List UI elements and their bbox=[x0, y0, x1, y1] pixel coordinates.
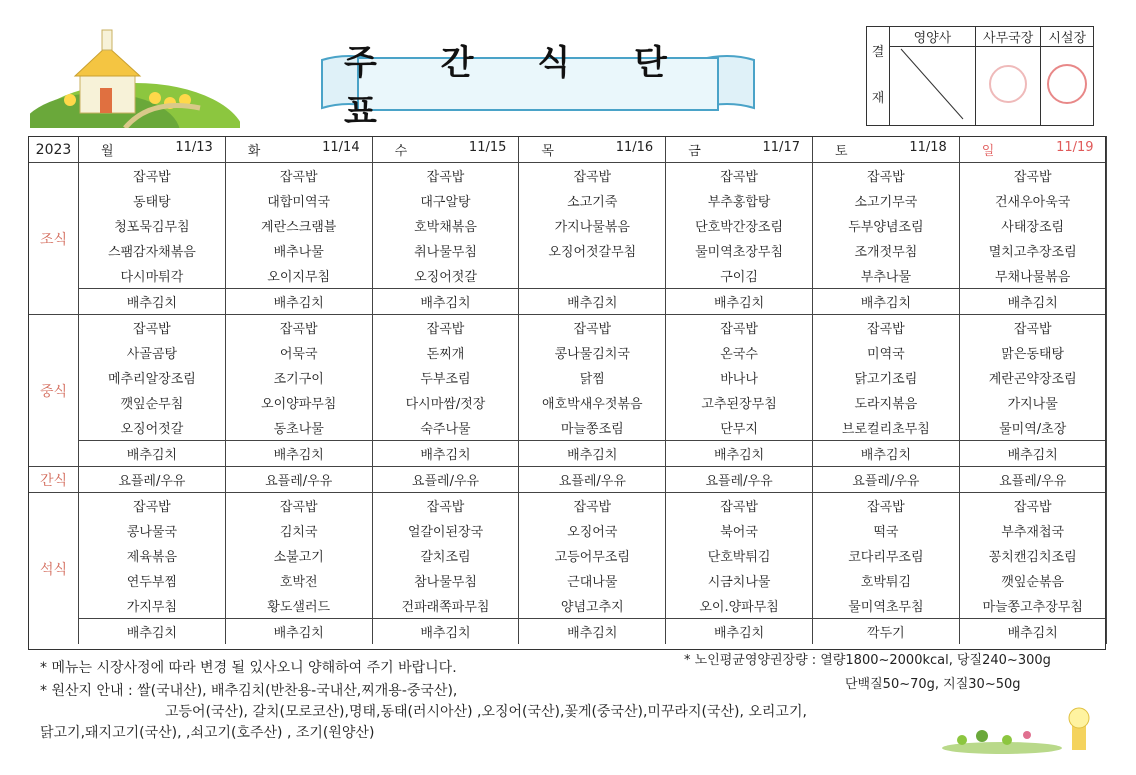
menu-item: 참나물무침 bbox=[372, 568, 519, 593]
menu-item: 잡곡밥 bbox=[372, 163, 519, 189]
day-name: 월 bbox=[101, 144, 114, 159]
menu-item: 단호박간장조림 bbox=[666, 213, 813, 238]
menu-item: 잡곡밥 bbox=[666, 163, 813, 189]
menu-item: 동초나물 bbox=[225, 415, 372, 441]
menu-item: 고추된장무침 bbox=[666, 390, 813, 415]
menu-item: 배추김치 bbox=[812, 289, 959, 315]
menu-item: 배추나물 bbox=[225, 238, 372, 263]
menu-item: 두부양념조림 bbox=[812, 213, 959, 238]
year-cell: 2023 bbox=[29, 137, 79, 163]
menu-item: 연두부찜 bbox=[79, 568, 226, 593]
menu-item: 배추김치 bbox=[666, 289, 813, 315]
menu-item: 요플레/우유 bbox=[79, 467, 226, 493]
menu-item: 배추김치 bbox=[225, 619, 372, 645]
menu-item: 사태장조림 bbox=[959, 213, 1106, 238]
day-header-content bbox=[79, 140, 225, 159]
menu-item: 물미역/초장 bbox=[959, 415, 1106, 441]
menu-item: 바나나 bbox=[666, 365, 813, 390]
menu-item: 시금치나물 bbox=[666, 568, 813, 593]
menu-item: 청포묵김무침 bbox=[79, 213, 226, 238]
day-date: 11/15 bbox=[468, 140, 507, 155]
menu-row bbox=[29, 518, 1107, 543]
menu-item: 배추김치 bbox=[519, 289, 666, 315]
menu-item: 오이지무침 bbox=[225, 263, 372, 289]
menu-item: 오이.양파무침 bbox=[666, 593, 813, 619]
menu-row bbox=[29, 415, 1107, 441]
menu-item: 계란곤약장조림 bbox=[959, 365, 1106, 390]
menu-item: 오이양파무침 bbox=[225, 390, 372, 415]
menu-item: 스팸감자채볶음 bbox=[79, 238, 226, 263]
menu-item: 잡곡밥 bbox=[225, 493, 372, 519]
menu-item: 브로컬리초무침 bbox=[812, 415, 959, 441]
menu-row bbox=[29, 188, 1107, 213]
menu-row bbox=[29, 340, 1107, 365]
day-header-content bbox=[813, 140, 959, 159]
menu-item: 동태탕 bbox=[79, 188, 226, 213]
seal-stamp-icon bbox=[1047, 64, 1087, 104]
day-header bbox=[79, 137, 226, 163]
menu-item: 배추김치 bbox=[79, 441, 226, 467]
day-header-content bbox=[666, 140, 812, 159]
menu-item: 콩나물김치국 bbox=[519, 340, 666, 365]
menu-item: 도라지볶음 bbox=[812, 390, 959, 415]
menu-item: 무채나물볶음 bbox=[959, 263, 1106, 289]
menu-item: 배추김치 bbox=[79, 289, 226, 315]
menu-row bbox=[29, 568, 1107, 593]
menu-item: 부추홍합탕 bbox=[666, 188, 813, 213]
menu-item: 두부조림 bbox=[372, 365, 519, 390]
day-name: 목 bbox=[541, 144, 554, 159]
menu-item: 가지나물볶음 bbox=[519, 213, 666, 238]
page-title: 주 간 식 단 표 bbox=[344, 43, 693, 132]
menu-row bbox=[29, 593, 1107, 619]
note-menu-change: * 메뉴는 시장사정에 따라 변경 될 있사오니 양해하여 주기 바랍니다. bbox=[40, 660, 457, 676]
menu-row bbox=[29, 238, 1107, 263]
menu-item: 건파래쪽파무침 bbox=[372, 593, 519, 619]
menu-item: 부추재첩국 bbox=[959, 518, 1106, 543]
menu-item: 다시마쌈/젓장 bbox=[372, 390, 519, 415]
menu-item: 닭찜 bbox=[519, 365, 666, 390]
menu-row bbox=[29, 263, 1107, 289]
menu-item: 단무지 bbox=[666, 415, 813, 441]
menu-item: 부추나물 bbox=[812, 263, 959, 289]
menu-row bbox=[29, 163, 1107, 189]
day-name: 화 bbox=[247, 144, 261, 159]
day-header-content bbox=[226, 140, 372, 159]
menu-item: 멸치고추장조림 bbox=[959, 238, 1106, 263]
menu-item: 호박튀김 bbox=[812, 568, 959, 593]
menu-item: 요플레/우유 bbox=[666, 467, 813, 493]
menu-item: 어묵국 bbox=[225, 340, 372, 365]
day-header bbox=[519, 137, 666, 163]
menu-row bbox=[29, 619, 1107, 645]
meal-label: 석식 bbox=[29, 493, 79, 645]
menu-item: 제육볶음 bbox=[79, 543, 226, 568]
menu-item: 배추김치 bbox=[372, 441, 519, 467]
menu-item: 잡곡밥 bbox=[812, 315, 959, 341]
menu-item: 미역국 bbox=[812, 340, 959, 365]
menu-item: 배추김치 bbox=[666, 619, 813, 645]
menu-item: 잡곡밥 bbox=[79, 493, 226, 519]
menu-item: 배추김치 bbox=[225, 289, 372, 315]
menu-item: 양념고추지 bbox=[519, 593, 666, 619]
menu-item: 배추김치 bbox=[959, 441, 1106, 467]
approval-side-label: 결 재 bbox=[867, 27, 890, 126]
menu-item: 오징어국 bbox=[519, 518, 666, 543]
menu-item: 오징어젓갈 bbox=[79, 415, 226, 441]
menu-item: 요플레/우유 bbox=[225, 467, 372, 493]
menu-item: 요플레/우유 bbox=[959, 467, 1106, 493]
header-row bbox=[29, 137, 1107, 163]
menu-item: 배추김치 bbox=[79, 619, 226, 645]
weekly-menu-table bbox=[28, 136, 1107, 644]
menu-item: 소고기죽 bbox=[519, 188, 666, 213]
church-hill-illustration bbox=[30, 28, 240, 128]
menu-item: 마늘쫑조림 bbox=[519, 415, 666, 441]
menu-item: 떡국 bbox=[812, 518, 959, 543]
menu-row bbox=[29, 441, 1107, 467]
menu-item: 호박전 bbox=[225, 568, 372, 593]
day-header bbox=[225, 137, 372, 163]
day-date: 11/14 bbox=[322, 140, 360, 155]
menu-item: 잡곡밥 bbox=[959, 315, 1106, 341]
menu-item: 숙주나물 bbox=[372, 415, 519, 441]
menu-item: 깻잎순볶음 bbox=[959, 568, 1106, 593]
menu-item: 배추김치 bbox=[959, 619, 1106, 645]
menu-item: 단호박튀김 bbox=[666, 543, 813, 568]
flower-illustration bbox=[932, 700, 1102, 755]
meal-label: 간식 bbox=[29, 467, 79, 493]
menu-item: 김치국 bbox=[225, 518, 372, 543]
day-date: 11/17 bbox=[762, 140, 800, 155]
menu-item: 배추김치 bbox=[372, 619, 519, 645]
menu-item: 잡곡밥 bbox=[519, 493, 666, 519]
menu-item: 잡곡밥 bbox=[666, 315, 813, 341]
menu-item: 물미역초무침 bbox=[812, 593, 959, 619]
menu-item: 배추김치 bbox=[519, 619, 666, 645]
menu-item: 건새우아욱국 bbox=[959, 188, 1106, 213]
menu-item: 마늘쫑고추장무침 bbox=[959, 593, 1106, 619]
menu-item: 사골곰탕 bbox=[79, 340, 226, 365]
approval-box bbox=[866, 26, 1094, 126]
menu-item: 코다리무조림 bbox=[812, 543, 959, 568]
menu-item: 깻잎순무침 bbox=[79, 390, 226, 415]
menu-item: 요플레/우유 bbox=[519, 467, 666, 493]
menu-item: 잡곡밥 bbox=[959, 493, 1106, 519]
menu-item: 호박채볶음 bbox=[372, 213, 519, 238]
menu-item: 오징어젓갈무침 bbox=[519, 238, 666, 263]
menu-item: 북어국 bbox=[666, 518, 813, 543]
menu-item: 배추김치 bbox=[666, 441, 813, 467]
note-origin-title: * 원산지 안내 : 쌀(국내산), 배추김치(반찬용-국내산,찌개용-중국산), bbox=[40, 683, 458, 699]
menu-item: 잡곡밥 bbox=[225, 163, 372, 189]
menu-item: 가지무침 bbox=[79, 593, 226, 619]
approval-role-director: 시설장 bbox=[1041, 27, 1094, 47]
menu-item: 온국수 bbox=[666, 340, 813, 365]
menu-row bbox=[29, 213, 1107, 238]
day-header bbox=[959, 137, 1106, 163]
menu-item: 조기구이 bbox=[225, 365, 372, 390]
day-date: 11/19 bbox=[1056, 140, 1094, 155]
day-date: 11/18 bbox=[909, 140, 947, 155]
menu-item: 대합미역국 bbox=[225, 188, 372, 213]
day-date: 11/13 bbox=[175, 140, 213, 155]
menu-item: 계란스크램블 bbox=[225, 213, 372, 238]
slash-line bbox=[899, 47, 965, 121]
approval-role-office-manager: 사무국장 bbox=[975, 27, 1041, 47]
menu-row bbox=[29, 315, 1107, 341]
menu-item: 가지나물 bbox=[959, 390, 1106, 415]
menu-row bbox=[29, 493, 1107, 519]
menu-item: 잡곡밥 bbox=[812, 493, 959, 519]
menu-item: 조개젓무침 bbox=[812, 238, 959, 263]
menu-item: 요플레/우유 bbox=[372, 467, 519, 493]
menu-item: 배추김치 bbox=[519, 441, 666, 467]
menu-item: 소불고기 bbox=[225, 543, 372, 568]
menu-item: 고등어무조림 bbox=[519, 543, 666, 568]
menu-item: 깍두기 bbox=[812, 619, 959, 645]
menu-item: 맑은동태탕 bbox=[959, 340, 1106, 365]
seal-stamp-icon bbox=[989, 65, 1027, 103]
note-nutrition: 단백질50~70g, 지질30~50g bbox=[845, 677, 1021, 692]
menu-row bbox=[29, 390, 1107, 415]
menu-item: 배추김치 bbox=[372, 289, 519, 315]
menu-item: 배추김치 bbox=[959, 289, 1106, 315]
menu-item: 요플레/우유 bbox=[812, 467, 959, 493]
menu-item: 소고기무국 bbox=[812, 188, 959, 213]
menu-item: 잡곡밥 bbox=[666, 493, 813, 519]
menu-item: 근대나물 bbox=[519, 568, 666, 593]
menu-item: 대구알탕 bbox=[372, 188, 519, 213]
menu-item: 닭고기조림 bbox=[812, 365, 959, 390]
menu-item: 잡곡밥 bbox=[225, 315, 372, 341]
day-header-content bbox=[519, 140, 665, 159]
menu-item: 구이김 bbox=[666, 263, 813, 289]
day-header bbox=[372, 137, 519, 163]
menu-item: 황도샐러드 bbox=[225, 593, 372, 619]
menu-item: 콩나물국 bbox=[79, 518, 226, 543]
day-name: 수 bbox=[394, 144, 408, 159]
menu-item: 잡곡밥 bbox=[519, 315, 666, 341]
menu-item: 배추김치 bbox=[812, 441, 959, 467]
menu-item: 잡곡밥 bbox=[79, 163, 226, 189]
menu-item: 물미역초장무침 bbox=[666, 238, 813, 263]
approval-stamp-cell bbox=[1041, 47, 1094, 126]
menu-row bbox=[29, 543, 1107, 568]
note-origin-line: 닭고기,돼지고기(국산), ,쇠고기(호주산) , 조기(원양산) bbox=[40, 725, 375, 741]
menu-row bbox=[29, 467, 1107, 493]
meal-label: 조식 bbox=[29, 163, 79, 315]
menu-item: 취나물무침 bbox=[372, 238, 519, 263]
menu-row bbox=[29, 365, 1107, 390]
approval-role-nutritionist: 영양사 bbox=[890, 27, 976, 47]
menu-item: 잡곡밥 bbox=[372, 493, 519, 519]
approval-slash-cell bbox=[890, 47, 976, 126]
meal-label: 중식 bbox=[29, 315, 79, 467]
day-date: 11/16 bbox=[615, 140, 654, 155]
day-name: 토 bbox=[834, 144, 848, 159]
menu-item bbox=[519, 263, 666, 289]
menu-item: 메추리알장조림 bbox=[79, 365, 226, 390]
day-header bbox=[812, 137, 959, 163]
day-header-content bbox=[373, 140, 519, 159]
menu-item: 잡곡밥 bbox=[812, 163, 959, 189]
menu-item: 얼갈이된장국 bbox=[372, 518, 519, 543]
menu-row bbox=[29, 289, 1107, 315]
day-header-content bbox=[960, 140, 1106, 159]
menu-item: 잡곡밥 bbox=[519, 163, 666, 189]
day-name: 일 bbox=[981, 144, 995, 159]
menu-item: 다시마튀각 bbox=[79, 263, 226, 289]
menu-item: 오징어젓갈 bbox=[372, 263, 519, 289]
menu-item: 잡곡밥 bbox=[959, 163, 1106, 189]
approval-stamp-cell bbox=[975, 47, 1041, 126]
menu-item: 잡곡밥 bbox=[372, 315, 519, 341]
note-nutrition: * 노인평균영양권장량 : 열량1800~2000kcal, 당질240~300g bbox=[684, 653, 1051, 668]
menu-item: 갈치조림 bbox=[372, 543, 519, 568]
menu-item: 배추김치 bbox=[225, 441, 372, 467]
menu-item: 돈찌개 bbox=[372, 340, 519, 365]
menu-item: 꽁치캔김치조림 bbox=[959, 543, 1106, 568]
day-header bbox=[666, 137, 813, 163]
menu-item: 잡곡밥 bbox=[79, 315, 226, 341]
note-origin-line: 고등어(국산), 갈치(모로코산),명태,동태(러시아산) ,오징어(국산),꽃게(중국산),미꾸라지(국산), 오리고기, bbox=[165, 704, 807, 720]
menu-item: 애호박새우젓볶음 bbox=[519, 390, 666, 415]
day-name: 금 bbox=[688, 144, 701, 159]
